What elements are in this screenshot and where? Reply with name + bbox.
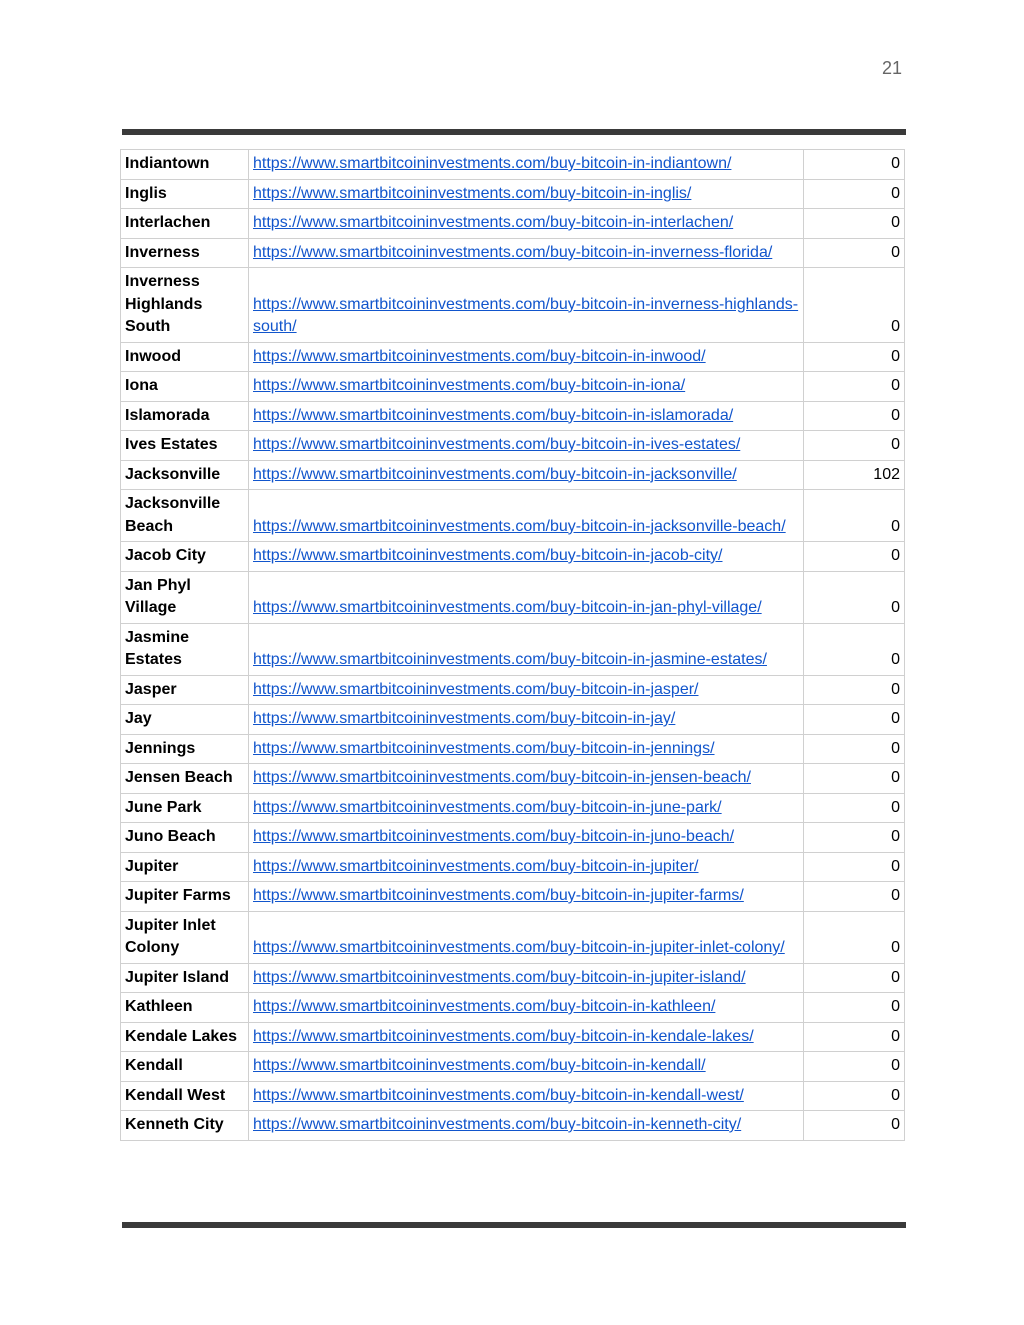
url-cell (249, 911, 804, 963)
location-name: Jacksonville (121, 460, 249, 490)
count-value: 0 (804, 911, 905, 963)
location-name: Jacob City (121, 542, 249, 572)
table-row (121, 268, 905, 343)
location-name: Inverness Highlands South (121, 268, 249, 343)
table-row (121, 911, 905, 963)
location-link[interactable]: https://www.smartbitcoininvestments.com/buy-bitcoin-in-kathleen/ (253, 998, 716, 1015)
table-row (121, 1081, 905, 1111)
url-cell (249, 268, 804, 343)
location-name: Juno Beach (121, 823, 249, 853)
table-row (121, 963, 905, 993)
count-value: 0 (804, 342, 905, 372)
top-divider (122, 129, 906, 135)
count-value: 0 (804, 793, 905, 823)
location-name: Islamorada (121, 401, 249, 431)
count-value: 0 (804, 150, 905, 180)
table-row (121, 852, 905, 882)
location-link[interactable]: https://www.smartbitcoininvestments.com/buy-bitcoin-in-inverness-florida/ (253, 243, 773, 261)
location-name: Ives Estates (121, 431, 249, 461)
table-row (121, 150, 905, 180)
count-value: 0 (804, 372, 905, 402)
count-value: 0 (804, 734, 905, 764)
url-cell (249, 793, 804, 823)
url-cell (249, 1052, 804, 1082)
count-value: 0 (804, 963, 905, 993)
table-row (121, 490, 905, 542)
location-link[interactable]: https://www.smartbitcoininvestments.com/buy-bitcoin-in-jacksonville-beach/ (253, 517, 786, 535)
url-cell (249, 675, 804, 705)
location-link[interactable]: https://www.smartbitcoininvestments.com/buy-bitcoin-in-inwood/ (253, 347, 706, 365)
location-link[interactable]: https://www.smartbitcoininvestments.com/buy-bitcoin-in-jan-phyl-village/ (253, 599, 762, 616)
location-name: Jasper (121, 675, 249, 705)
location-name: Jacksonville Beach (121, 490, 249, 542)
url-cell (249, 401, 804, 431)
table-row (121, 705, 905, 735)
location-link[interactable]: https://www.smartbitcoininvestments.com/buy-bitcoin-in-interlachen/ (253, 214, 734, 231)
location-name: Jennings (121, 734, 249, 764)
table-row (121, 179, 905, 209)
url-cell (249, 179, 804, 209)
url-cell (249, 542, 804, 572)
location-link[interactable]: https://www.smartbitcoininvestments.com/buy-bitcoin-in-juno-beach/ (253, 828, 735, 845)
locations-table (120, 149, 905, 1141)
location-link[interactable]: https://www.smartbitcoininvestments.com/buy-bitcoin-in-kenneth-city/ (253, 1116, 742, 1133)
count-value: 0 (804, 705, 905, 735)
url-cell (249, 372, 804, 402)
location-name: Kendale Lakes (121, 1022, 249, 1052)
location-name: Kenneth City (121, 1111, 249, 1141)
table-row (121, 542, 905, 572)
location-link[interactable]: https://www.smartbitcoininvestments.com/buy-bitcoin-in-jupiter-inlet-colony/ (253, 939, 785, 956)
location-link[interactable]: https://www.smartbitcoininvestments.com/buy-bitcoin-in-jupiter-farms/ (253, 887, 744, 904)
location-link[interactable]: https://www.smartbitcoininvestments.com/buy-bitcoin-in-june-park/ (253, 798, 722, 816)
table-row (121, 209, 905, 239)
location-name: Inverness (121, 238, 249, 268)
table-row (121, 342, 905, 372)
url-cell (249, 238, 804, 268)
location-name: June Park (121, 793, 249, 823)
table-row (121, 993, 905, 1023)
count-value: 0 (804, 1111, 905, 1141)
location-link[interactable]: https://www.smartbitcoininvestments.com/buy-bitcoin-in-jasper/ (253, 680, 699, 698)
table-row (121, 623, 905, 675)
url-cell (249, 1081, 804, 1111)
location-name: Interlachen (121, 209, 249, 239)
location-link[interactable]: https://www.smartbitcoininvestments.com/buy-bitcoin-in-jupiter/ (253, 857, 699, 875)
location-name: Iona (121, 372, 249, 402)
table-row (121, 1052, 905, 1082)
table-row (121, 401, 905, 431)
location-link[interactable]: https://www.smartbitcoininvestments.com/buy-bitcoin-in-ives-estates/ (253, 436, 741, 453)
count-value: 0 (804, 431, 905, 461)
count-value: 0 (804, 490, 905, 542)
url-cell (249, 882, 804, 912)
count-value: 0 (804, 852, 905, 882)
location-link[interactable]: https://www.smartbitcoininvestments.com/buy-bitcoin-in-iona/ (253, 377, 686, 394)
url-cell (249, 1111, 804, 1141)
count-value: 0 (804, 542, 905, 572)
location-link[interactable]: https://www.smartbitcoininvestments.com/buy-bitcoin-in-kendale-lakes/ (253, 1027, 754, 1045)
url-cell (249, 963, 804, 993)
location-name: Jupiter (121, 852, 249, 882)
location-name: Jupiter Island (121, 963, 249, 993)
location-link[interactable]: https://www.smartbitcoininvestments.com/buy-bitcoin-in-inverness-highlands-south/ (253, 295, 799, 335)
location-link[interactable]: https://www.smartbitcoininvestments.com/buy-bitcoin-in-kendall-west/ (253, 1086, 744, 1104)
location-link[interactable]: https://www.smartbitcoininvestments.com/buy-bitcoin-in-indiantown/ (253, 155, 732, 172)
table-row (121, 1022, 905, 1052)
bottom-divider (122, 1222, 906, 1228)
url-cell (249, 150, 804, 180)
location-link[interactable]: https://www.smartbitcoininvestments.com/buy-bitcoin-in-jasmine-estates/ (253, 651, 767, 668)
location-name: Jay (121, 705, 249, 735)
table-row (121, 882, 905, 912)
table-row (121, 372, 905, 402)
count-value: 0 (804, 238, 905, 268)
url-cell (249, 852, 804, 882)
table-row (121, 1111, 905, 1141)
count-value: 0 (804, 1022, 905, 1052)
url-cell (249, 1022, 804, 1052)
location-name: Inglis (121, 179, 249, 209)
count-value: 102 (804, 460, 905, 490)
location-name: Jan Phyl Village (121, 571, 249, 623)
url-cell (249, 623, 804, 675)
url-cell (249, 764, 804, 794)
location-link[interactable]: https://www.smartbitcoininvestments.com/buy-bitcoin-in-inglis/ (253, 184, 692, 202)
table-row (121, 823, 905, 853)
location-name: Indiantown (121, 150, 249, 180)
location-name: Jupiter Inlet Colony (121, 911, 249, 963)
location-link[interactable]: https://www.smartbitcoininvestments.com/buy-bitcoin-in-jennings/ (253, 739, 715, 757)
url-cell (249, 571, 804, 623)
count-value: 0 (804, 401, 905, 431)
count-value: 0 (804, 764, 905, 794)
url-cell (249, 993, 804, 1023)
count-value: 0 (804, 823, 905, 853)
location-link[interactable]: https://www.smartbitcoininvestments.com/buy-bitcoin-in-jacob-city/ (253, 547, 723, 564)
table-row (121, 460, 905, 490)
count-value: 0 (804, 882, 905, 912)
table-row (121, 793, 905, 823)
count-value: 0 (804, 675, 905, 705)
url-cell (249, 460, 804, 490)
url-cell (249, 705, 804, 735)
location-name: Jasmine Estates (121, 623, 249, 675)
url-cell (249, 490, 804, 542)
count-value: 0 (804, 1081, 905, 1111)
location-name: Jupiter Farms (121, 882, 249, 912)
table-row (121, 238, 905, 268)
count-value: 0 (804, 268, 905, 343)
count-value: 0 (804, 179, 905, 209)
page-number: 21 (881, 58, 902, 78)
location-link[interactable]: https://www.smartbitcoininvestments.com/buy-bitcoin-in-kendall/ (253, 1057, 706, 1074)
location-name: Kendall (121, 1052, 249, 1082)
table-row (121, 734, 905, 764)
count-value: 0 (804, 209, 905, 239)
url-cell (249, 342, 804, 372)
location-name: Jensen Beach (121, 764, 249, 794)
url-cell (249, 431, 804, 461)
location-name: Inwood (121, 342, 249, 372)
table-row (121, 571, 905, 623)
count-value: 0 (804, 1052, 905, 1082)
table-row (121, 675, 905, 705)
location-link[interactable]: https://www.smartbitcoininvestments.com/buy-bitcoin-in-jensen-beach/ (253, 769, 751, 786)
table-row (121, 431, 905, 461)
location-link[interactable]: https://www.smartbitcoininvestments.com/buy-bitcoin-in-jupiter-island/ (253, 968, 746, 986)
url-cell (249, 734, 804, 764)
location-name: Kathleen (121, 993, 249, 1023)
location-name: Kendall West (121, 1081, 249, 1111)
location-link[interactable]: https://www.smartbitcoininvestments.com/buy-bitcoin-in-jacksonville/ (253, 465, 737, 483)
location-link[interactable]: https://www.smartbitcoininvestments.com/buy-bitcoin-in-jay/ (253, 710, 676, 727)
location-link[interactable]: https://www.smartbitcoininvestments.com/buy-bitcoin-in-islamorada/ (253, 406, 734, 424)
count-value: 0 (804, 571, 905, 623)
table-row (121, 764, 905, 794)
url-cell (249, 823, 804, 853)
count-value: 0 (804, 623, 905, 675)
count-value: 0 (804, 993, 905, 1023)
url-cell (249, 209, 804, 239)
